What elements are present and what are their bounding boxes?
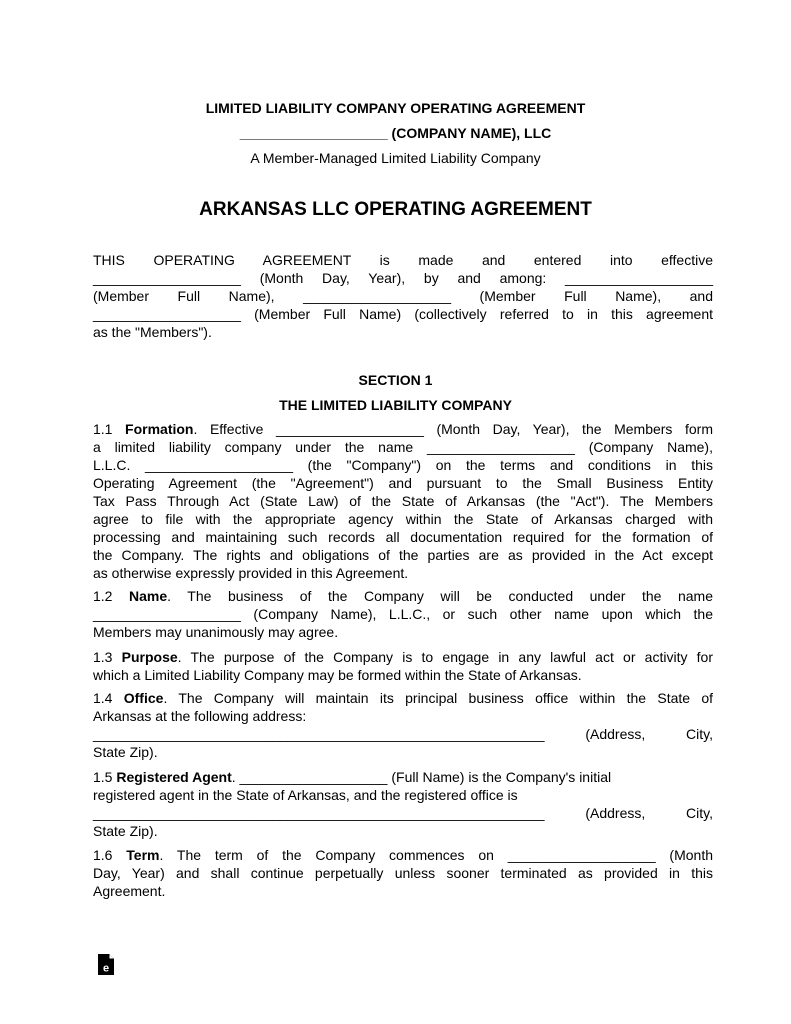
clause-heading: Registered Agent [116,769,232,785]
clause-line: State Zip). [93,823,158,839]
clause-line: __________________________________________________________ (Address, City, [93,805,713,821]
clause-heading: Purpose [121,649,178,665]
clause-purpose [93,648,713,684]
intro-line: (Member Full Name), ___________________ (Member Full Name), and [93,288,713,304]
clause-line: agree to file with the appropriate agency within the State of Arkansas charged with [93,511,713,527]
clause-heading: Term [126,847,160,863]
clause-line: processing and maintaining such records all documentation required for the formation of [93,529,713,545]
clause-line: __________________________________________________________ (Address, City, [93,726,713,742]
clause-first-line [93,768,713,786]
clause-name [93,587,713,641]
clause-line: as otherwise expressly provided in this Agreement. [93,565,409,581]
intro-line: ___________________ (Month Day, Year), by and among: ___________________ [93,270,713,286]
clause-heading: Office [123,690,164,706]
clause-line: Agreement. [93,883,166,899]
clause-text: . The Company will maintain its principal business office within the State of [163,690,714,706]
clause-line: L.L.C. ___________________ (the "Company") on the terms and conditions in this [93,457,713,473]
clause-line: Tax Pass Through Act (State Law) of the State of Arkansas (the "Act"). The Members [93,493,713,509]
clause-line: which a Limited Liability Company may be formed within the State of Arkansas. [93,667,582,683]
clause-first-line [93,587,713,605]
intro-paragraph [93,251,713,341]
svg-text:e: e [102,962,110,975]
clause-line: ___________________ (Company Name), L.L.C., or such other name upon which the [93,606,713,622]
section-number: SECTION 1 [358,372,433,388]
clause-first-line [93,420,713,438]
clause-line: Operating Agreement (the "Agreement") and pursuant to the Small Business Entity [93,475,713,491]
eforms-logo-icon [97,953,115,976]
clause-text: . The purpose of the Company is to engage in any lawful act or activity for [177,649,713,665]
clause-number: 1.6 [93,847,127,863]
clause-term [93,846,713,900]
clause-number: 1.4 [93,690,124,706]
company-name-line: ___________________ (COMPANY NAME), LLC [239,125,552,141]
clause-formation [93,420,713,582]
document-subtitle: A Member-Managed Limited Liability Company [250,150,541,166]
clause-registered-agent [93,768,713,840]
clause-text: . The business of the Company will be conducted under the name [167,588,713,604]
clause-line: Members may unanimously may agree. [93,624,339,640]
clause-text: . The term of the Company commences on ___________________ (Month [159,847,713,863]
clause-line: registered agent in the State of Arkansas, and the registered office is [93,787,518,803]
clause-office [93,689,713,761]
clause-line: State Zip). [93,744,158,760]
clause-text: . ___________________ (Full Name) is the Company's initial [231,769,612,785]
clause-heading: Name [129,588,168,604]
clause-line: Arkansas at the following address: [93,708,307,724]
intro-line: as the "Members"). [93,324,212,340]
clause-first-line [93,648,713,666]
clause-line: a limited liability company under the name ___________________ (Company Name), [93,439,713,455]
clause-first-line [93,689,713,707]
clause-number: 1.3 [93,649,122,665]
document-title: LIMITED LIABILITY COMPANY OPERATING AGREEMENT [205,100,586,116]
clause-text: . Effective ___________________ (Month Day, Year), the Members form [193,421,713,437]
main-title: ARKANSAS LLC OPERATING AGREEMENT [199,199,592,220]
clause-heading: Formation [125,421,194,437]
clause-number: 1.5 [93,769,117,785]
clause-line: Day, Year) and shall continue perpetually unless sooner terminated as provided in this [93,865,713,881]
intro-line: ___________________ (Member Full Name) (collectively referred to in this agreement [93,306,713,322]
section-title: THE LIMITED LIABILITY COMPANY [279,397,512,413]
intro-line: THIS OPERATING AGREEMENT is made and entered into effective [93,252,713,268]
clause-first-line [93,846,713,864]
clause-line: the Company. The rights and obligations of the parties are as provided in the Act except [93,547,713,563]
clause-number: 1.1 [93,421,126,437]
clause-number: 1.2 [93,588,129,604]
